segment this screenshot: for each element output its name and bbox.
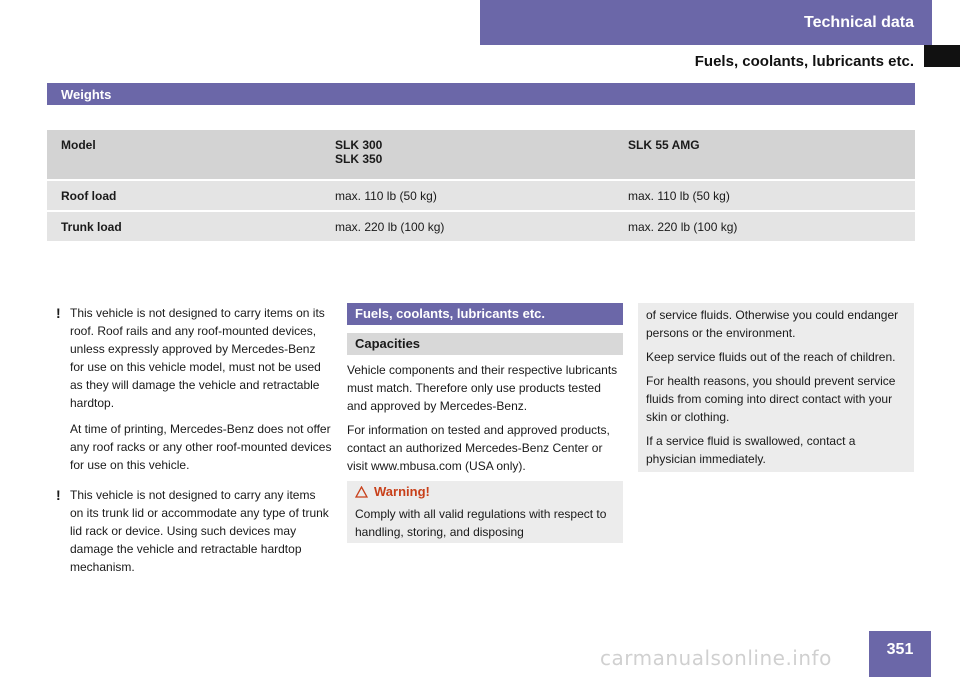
exclamation-icon: !	[56, 487, 61, 503]
table-header-row	[47, 129, 915, 180]
note-paragraph: This vehicle is not designed to carry any items on its trunk lid or accommodate any type of trunk lid rack or device. Using such devices may damage the vehicle and retractable hardtop mechanism.	[70, 488, 329, 574]
warning-text: Comply with all valid regulations with respect to handling, storing, and disposing	[355, 507, 607, 539]
warning-paragraph: of service fluids. Otherwise you could endanger persons or the environment.	[646, 308, 899, 340]
page-number-text: 351	[886, 641, 914, 658]
exclamation-icon: !	[56, 305, 61, 321]
page-subtitle: Fuels, coolants, lubricants etc.	[694, 53, 914, 70]
table-cell: max. 220 lb (100 kg)	[321, 211, 614, 241]
warning-continued-box	[638, 303, 914, 472]
weights-table	[47, 128, 915, 241]
section-header-tab	[480, 0, 932, 45]
warning-box	[347, 481, 623, 543]
section-title: Technical data	[804, 13, 914, 31]
weights-heading: Weights	[61, 86, 112, 102]
warning-paragraph: If a service fluid is swallowed, contact a physician immediately.	[646, 434, 856, 466]
table-header-slk55amg: SLK 55 AMG	[614, 129, 915, 180]
table-row	[47, 211, 915, 241]
notes-column	[56, 304, 332, 588]
fuels-column	[347, 303, 623, 543]
table-header-model: Model	[47, 129, 321, 180]
note-roof-load	[56, 304, 332, 474]
capacities-heading: Capacities	[355, 336, 421, 351]
warning-title-text: Warning!	[374, 484, 430, 499]
table-cell: max. 110 lb (50 kg)	[614, 180, 915, 211]
row-label-trunk-load: Trunk load	[47, 211, 321, 241]
warning-triangle-icon	[355, 486, 368, 498]
fuels-heading: Fuels, coolants, lubricants etc.	[355, 306, 545, 321]
table-header-slk300-350: SLK 300 SLK 350	[321, 129, 614, 180]
warning-paragraph: For health reasons, you should prevent service fluids from coming into direct contact with your skin or clothing.	[646, 374, 896, 424]
page-number	[869, 631, 931, 677]
corner-marker	[924, 45, 960, 67]
fuels-paragraph: For information on tested and approved products, contact an authorized Mercedes-Benz Center or visit www.mbusa.com (USA only).	[347, 423, 610, 473]
table-cell: max. 220 lb (100 kg)	[614, 211, 915, 241]
table-row	[47, 180, 915, 211]
table-cell: max. 110 lb (50 kg)	[321, 180, 614, 211]
weights-heading-bar	[47, 83, 915, 105]
warning-paragraph: Keep service fluids out of the reach of children.	[646, 350, 896, 364]
note-paragraph: This vehicle is not designed to carry items on its roof. Roof rails and any roof-mounted devices, unless expressly approved by Mercedes-Benz for use on this vehicle model, must not be used as they will damage the vehicle and retractable hardtop.	[70, 306, 325, 410]
row-label-roof-load: Roof load	[47, 180, 321, 211]
capacities-heading-bar	[347, 333, 623, 355]
fuels-heading-bar	[347, 303, 623, 325]
fuels-paragraph: Vehicle components and their respective lubricants must match. Therefore only use products tested and approved by Mercedes-Benz.	[347, 363, 618, 413]
note-trunk-load	[56, 486, 332, 576]
watermark-text: carmanualsonline.info	[600, 646, 832, 670]
warning-title	[355, 483, 615, 501]
note-paragraph: At time of printing, Mercedes-Benz does not offer any roof racks or any other roof-mounted devices for use on this vehicle.	[70, 422, 332, 472]
